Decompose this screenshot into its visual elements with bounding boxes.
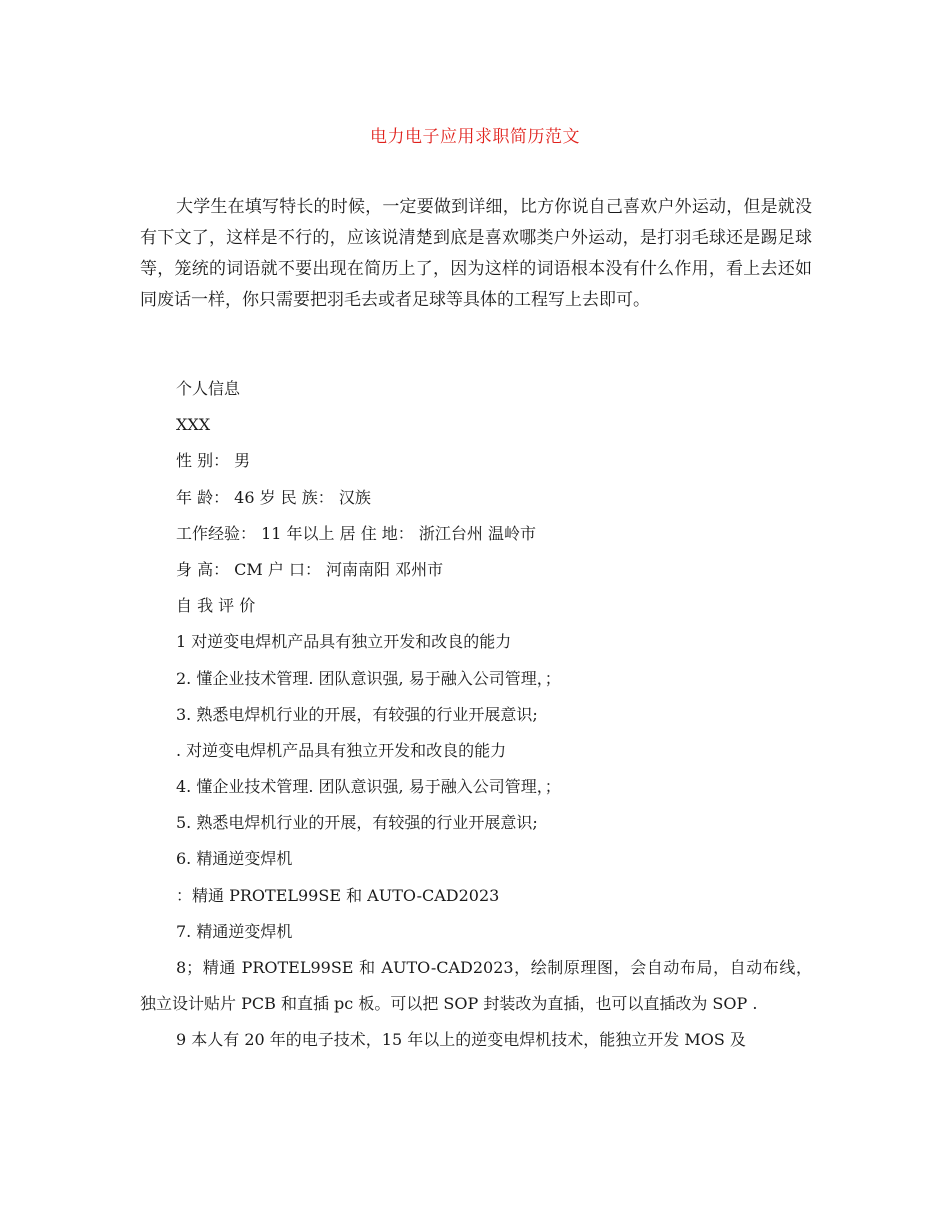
name-line: XXX [176, 415, 211, 435]
list-item: 4. 懂企业技术管理. 团队意识强, 易于融入公司管理，； [176, 777, 561, 797]
list-item: 5. 熟悉电焊机行业的开展，有较强的行业开展意识; [176, 813, 538, 833]
list-item: . 对逆变电焊机产品具有独立开发和改良的能力 [176, 740, 507, 760]
self-evaluation-heading: 自 我 评 价 [176, 596, 256, 616]
resume-body [140, 371, 812, 1059]
list-item: ：精通 PROTEL99SE 和 AUTO-CAD2023 [176, 885, 500, 905]
experience-line: 工作经验： 11 年以上 居 住 地： 浙江台州 温岭市 [176, 523, 536, 543]
list-item: 1 对逆变电焊机产品具有独立开发和改良的能力 [176, 632, 512, 652]
personal-info-heading: 个人信息 [176, 379, 241, 398]
list-item: 3. 熟悉电焊机行业的开展，有较强的行业开展意识; [176, 704, 538, 724]
paragraph-8: 8；精通 PROTEL99SE 和 AUTO-CAD2023，绘制原理图，会自动布局，自动布线，独立设计贴片 PCB 和直插 pc 板。可以把 SOP 封装改为直插，也可以直插改为 SOP . [140, 958, 812, 1014]
list-item: 7. 精通逆变焊机 [176, 921, 293, 941]
gender-line: 性 别： 男 [176, 451, 251, 471]
intro-paragraph: 大学生在填写特长的时候，一定要做到详细，比方你说自己喜欢户外运动，但是就没有下文了，这样是不行的，应该说清楚到底是喜欢哪类户外运动，是打羽毛球还是踢足球等，笼统的词语就不要出现在简历上了，因为这样的词语根本没有什么作用，看上去还如同废话一样，你只需要把羽毛去或者足球等具体的工程写上去即可。 [140, 197, 812, 310]
height-line: 身 高： CM 户 口： 河南南阳 邓州市 [176, 559, 444, 579]
age-line: 年 龄： 46 岁 民 族： 汉族 [176, 487, 371, 507]
list-item: 6. 精通逆变焊机 [176, 849, 293, 869]
list-item: 2. 懂企业技术管理. 团队意识强, 易于融入公司管理，； [176, 668, 561, 688]
paragraph-9: 9 本人有 20 年的电子技术，15 年以上的逆变电焊机技术，能独立开发 MOS 及 [176, 1030, 746, 1050]
document-title: 电力电子应用求职简历范文 [370, 127, 580, 147]
